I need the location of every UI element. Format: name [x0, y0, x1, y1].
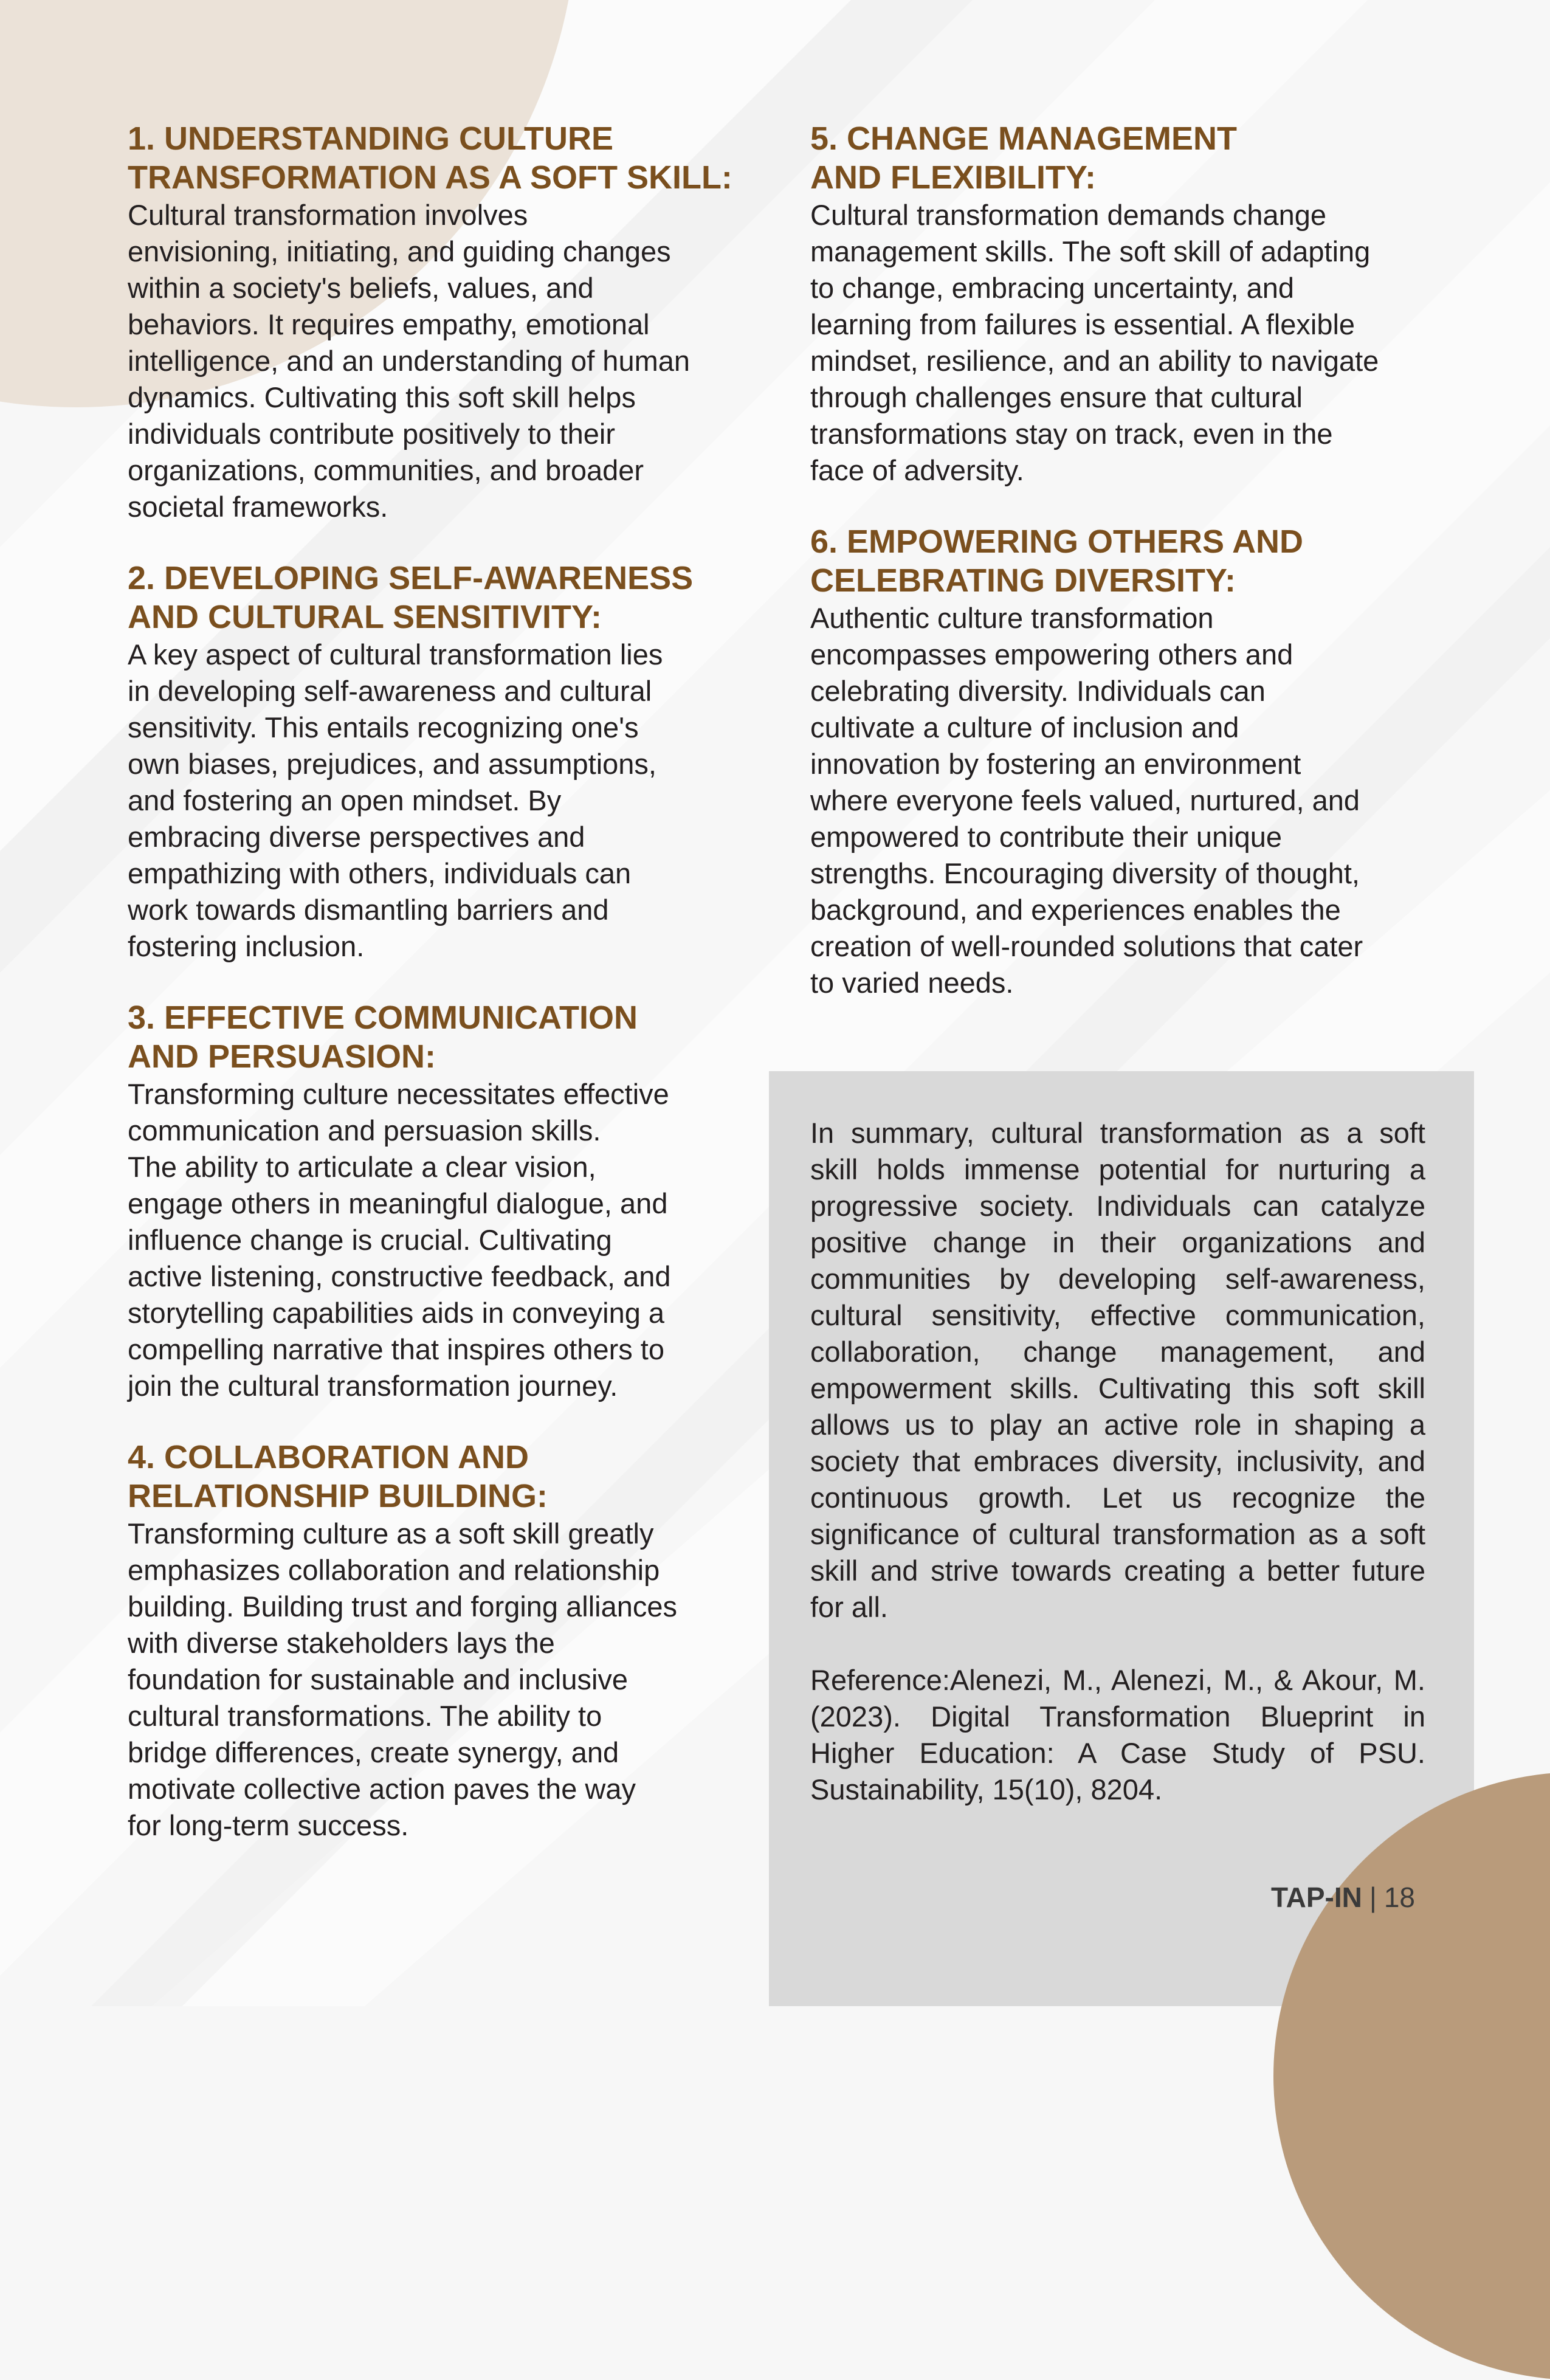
- summary-paragraph: In summary, cultural transformation as a soft skill holds immense potential for nurturing a progressive society. Individuals can catalyze positive change in their organizations and communities by developing self-awareness, cultural sensitivity, effective communication, collaboration, change management, and empowerment skills. Cultivating this soft skill allows us to play an active role in shaping a society that embraces diversity, inclusivity, and continuous growth. Let us recognize the significance of cultural transformation as a soft skill and strive towards creating a better future for all.: [810, 1117, 1425, 1623]
- section-understanding-culture: [128, 119, 748, 525]
- section-heading: 3. EFFECTIVE COMMUNICATION AND PERSUASION:: [128, 999, 638, 1075]
- section-body: Cultural transformation demands change management skills. The soft skill of adapting to change, embracing uncertainty, and learning from failures is essential. A flexible mindset, resilience, and an ability to navigate through challenges ensure that cultural transformations stay on track, even in the face of adversity.: [810, 199, 1379, 486]
- section-body: A key aspect of cultural transformation lies in developing self-awareness and cultural sensitivity. This entails recognizing one's own biases, prejudices, and assumptions, and fostering an open mindset. By embracing diverse perspectives and empathizing with others, individuals can work towards dismantling barriers and fostering inclusion.: [128, 638, 663, 962]
- page-footer: [1271, 1880, 1415, 1914]
- section-self-awareness: [128, 559, 748, 965]
- reference-citation: Reference:Alenezi, M., Alenezi, M., & Akour, M. (2023). Digital Transformation Blueprint in Higher Education: A Case Study of PSU. Sustainability, 15(10), 8204.: [810, 1664, 1425, 1806]
- section-heading: 6. EMPOWERING OTHERS AND CELEBRATING DIVERSITY:: [810, 523, 1304, 599]
- left-column: [128, 119, 748, 1877]
- section-body: Cultural transformation involves envisioning, initiating, and guiding changes within a society's beliefs, values, and behaviors. It requires empathy, emotional intelligence, and an understanding of human dynamics. Cultivating this soft skill helps individuals contribute positively to their organizations, communities, and broader societal frameworks.: [128, 199, 691, 523]
- section-body: Transforming culture necessitates effective communication and persuasion skills. The ability to articulate a clear vision, engage others in meaningful dialogue, and influence change is crucial. Cultivating active listening, constructive feedback, and storytelling capabilities aids in conveying a compelling narrative that inspires others to join the cultural transformation journey.: [128, 1078, 671, 1402]
- footer-brand: TAP-IN: [1270, 1882, 1362, 1913]
- page-number: 18: [1383, 1882, 1415, 1913]
- section-collaboration: [128, 1438, 748, 1844]
- right-column: [810, 119, 1430, 1035]
- section-body: Authentic culture transformation encompasses empowering others and celebrating diversity. Individuals can cultivate a culture of inclusion and innovation by fostering an environment where everyone feels valued, nurtured, and empowered to contribute their unique strengths. Encouraging diversity of thought, background, and experiences enables the creation of well-rounded solutions that cater to varied needs.: [810, 602, 1363, 999]
- section-heading: 2. DEVELOPING SELF-AWARENESS AND CULTURAL SENSITIVITY:: [128, 560, 694, 635]
- section-heading: 4. COLLABORATION AND RELATIONSHIP BUILDING:: [128, 1439, 548, 1514]
- section-communication: [128, 998, 748, 1404]
- section-body: Transforming culture as a soft skill greatly emphasizes collaboration and relationship building. Building trust and forging alliances with diverse stakeholders lays the foundation for sustainable and inclusive cultural transformations. The ability to bridge differences, create synergy, and motivate collective action paves the way for long-term success.: [128, 1517, 678, 1841]
- section-change-management: [810, 119, 1430, 489]
- section-heading: 1. UNDERSTANDING CULTURE TRANSFORMATION AS A SOFT SKILL:: [128, 120, 732, 196]
- section-empowering-others: [810, 522, 1430, 1001]
- footer-separator: |: [1369, 1882, 1377, 1913]
- section-heading: 5. CHANGE MANAGEMENT AND FLEXIBILITY:: [810, 120, 1238, 196]
- summary-content: [810, 1115, 1425, 1844]
